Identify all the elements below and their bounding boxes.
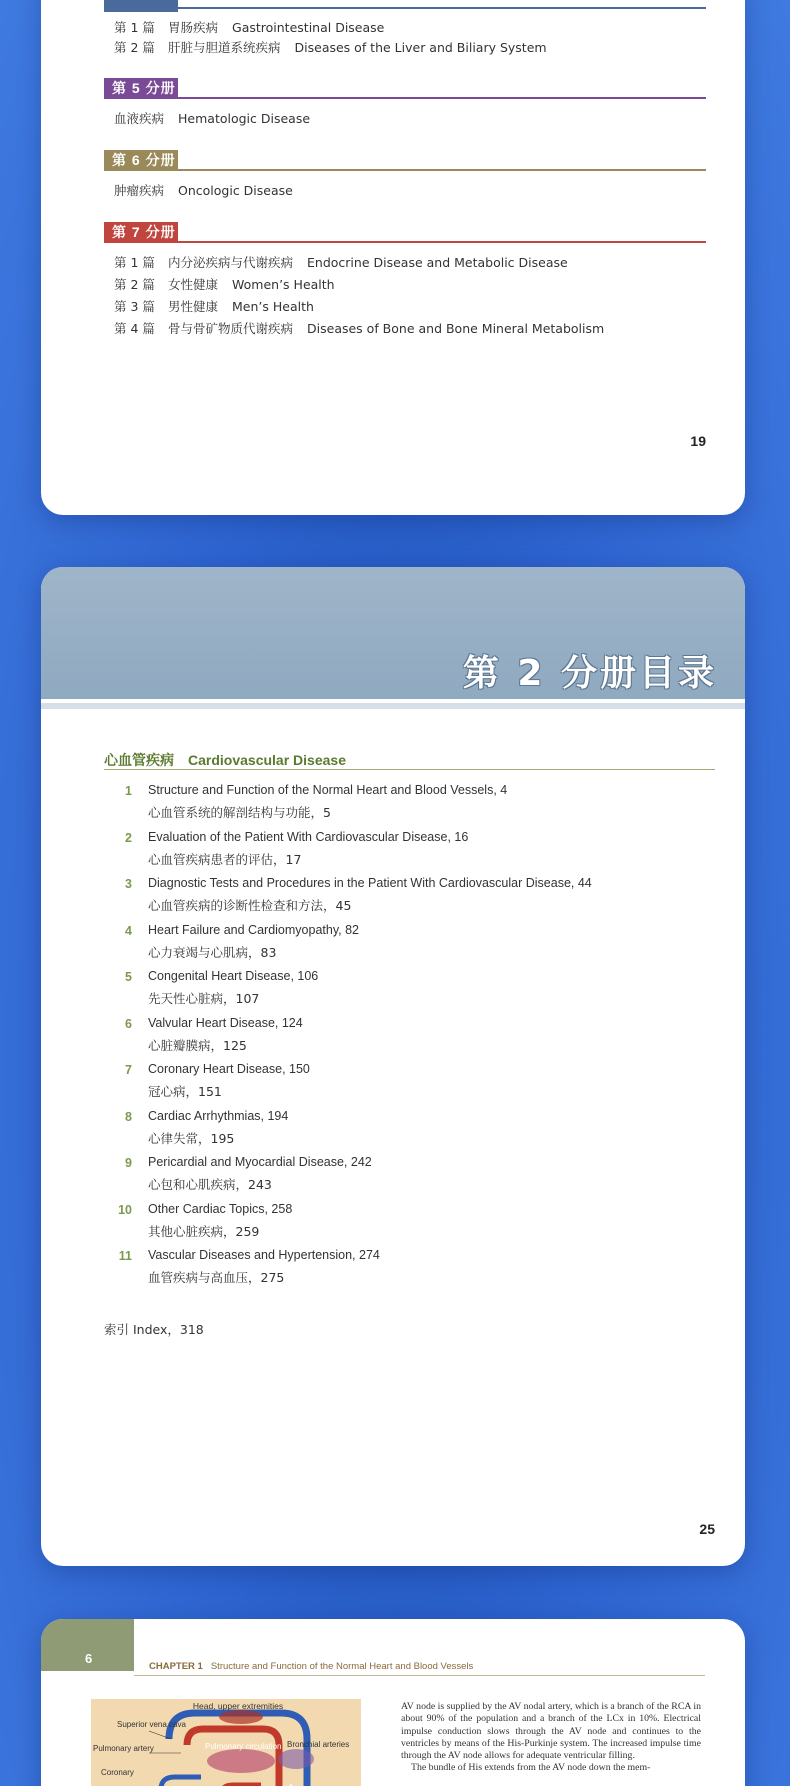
chapter-title-zh: 先天性心脏病，107 <box>148 991 260 1006</box>
chapter-title-en: Other Cardiac Topics, 258 <box>148 1201 293 1216</box>
chapter-number: 3 <box>125 877 132 891</box>
vol6-entry: 肿瘤疾病 Oncologic Disease <box>114 183 293 198</box>
chapter-title-zh: 心血管系统的解剖结构与功能，5 <box>148 805 331 820</box>
chapter-number: 6 <box>125 1016 132 1031</box>
chapter-title-zh: 其他心脏疾病，259 <box>148 1223 260 1239</box>
chapter-title-en: Pericardial and Myocardial Disease, 242 <box>148 1155 372 1169</box>
chapter-number: 10 <box>118 1202 132 1217</box>
diagram-label-bronchial: Bronchial arteries <box>287 1740 350 1749</box>
page-number-tab: 6 <box>41 1619 134 1671</box>
chapter-title-en: Coronary Heart Disease, 150 <box>148 1062 310 1076</box>
chapter-number: 1 <box>125 784 132 798</box>
diagram-label-pulm-artery: Pulmonary artery <box>93 1744 154 1753</box>
index-entry: 索引 Index，318 <box>104 1322 204 1337</box>
running-header: CHAPTER 1 Structure and Function of the Normal Heart and Blood Vessels <box>149 1661 474 1672</box>
chapter-title-en: Valvular Heart Disease, 124 <box>148 1015 303 1030</box>
vol7-entry: 第 4 篇 骨与骨矿物质代谢疾病 Diseases of Bone and Bone Mineral Metabolism <box>114 321 605 336</box>
chapter-title-en: Structure and Function of the Normal Heart and Blood Vessels, 4 <box>148 783 508 797</box>
diagram-label-head: Head, upper extremities <box>192 1701 284 1711</box>
chapter-number: 11 <box>118 1249 132 1263</box>
chapter-title-zh: 心包和心肌疾病，243 <box>148 1177 272 1192</box>
chapter-title-en: Heart Failure and Cardiomyopathy, 82 <box>148 922 359 937</box>
chapter-title-en: Evaluation of the Patient With Cardiovascular Disease, 16 <box>148 829 469 844</box>
toc-card <box>41 567 745 1566</box>
vol7-entry: 第 3 篇 男性健康 Men’s Health <box>114 299 314 314</box>
page-number: 25 <box>699 1521 715 1537</box>
chapter-number: 4 <box>125 923 132 938</box>
chapter-number: 5 <box>125 970 132 984</box>
chapter-title-zh: 心力衰竭与心肌病，83 <box>148 944 277 960</box>
circulation-diagram <box>91 1699 361 1786</box>
chapter-title-zh: 心脏瓣膜病，125 <box>148 1037 247 1053</box>
chapter-title-zh: 心律失常，195 <box>148 1130 235 1146</box>
diagram-label-coronary: Coronary <box>101 1768 134 1777</box>
section-heading: 心血管疾病 Cardiovascular Disease <box>104 752 346 769</box>
chapter-title-en: Congenital Heart Disease, 106 <box>148 969 319 983</box>
header-rule <box>134 1675 705 1676</box>
banner-title: 第 2 分册目录 <box>462 653 717 694</box>
vol7-entry: 第 2 篇 女性健康 Women’s Health <box>114 277 335 292</box>
vol5-tag: 第 5 分册 <box>104 78 178 98</box>
chapter-title-zh: 冠心病，151 <box>148 1084 222 1099</box>
vol5-line <box>104 97 706 99</box>
chapter-number: 8 <box>125 1109 132 1124</box>
diagram-label-svc: Superior vena cava <box>117 1720 186 1729</box>
section-divider <box>104 769 715 770</box>
volume-list-card <box>41 0 745 515</box>
body-text: AV node is supplied by the AV nodal artery, which is a branch of the RCA in about 90% of the population and a branch of the LCx in 10%. Electrical impulse conduction slows through the AV node and continues to the ventricles by means of the His-Purkinje system. The increased impulse time through the AV node allows for adequate ventricular filling. The bundle of His extends from the AV node down the mem- <box>401 1701 701 1774</box>
vol7-line <box>104 241 706 243</box>
chapter-title-en: Diagnostic Tests and Procedures in the Patient With Cardiovascular Disease, 44 <box>148 876 592 890</box>
chapter-title-zh: 心血管疾病患者的评估，17 <box>148 851 302 867</box>
circulation-diagram-svg <box>91 1699 361 1786</box>
chapter-number: 2 <box>125 830 132 845</box>
vol6-tag: 第 6 分册 <box>104 150 178 170</box>
vol4-tag <box>104 0 178 12</box>
chapter-number: 7 <box>125 1063 132 1077</box>
vol6-line <box>104 169 706 171</box>
vol4-line <box>104 7 706 9</box>
vol7-entry: 第 1 篇 内分泌疾病与代谢疾病 Endocrine Disease and Metabolic Disease <box>114 255 568 270</box>
diagram-label-pulm-circ: Pulmonary circulation <box>205 1742 282 1751</box>
banner-divider <box>41 703 745 709</box>
chapter-title-en: Vascular Diseases and Hypertension, 274 <box>148 1248 380 1262</box>
vol7-tag: 第 7 分册 <box>104 222 178 242</box>
chapter-title-en: Cardiac Arrhythmias, 194 <box>148 1108 289 1123</box>
chapter-number: 9 <box>125 1156 132 1170</box>
chapter-title-zh: 心血管疾病的诊断性检查和方法，45 <box>148 898 352 913</box>
vol5-entry: 血液疾病 Hematologic Disease <box>114 111 311 126</box>
chapter-title-zh: 血管疾病与高血压，275 <box>148 1270 285 1285</box>
sample-page-card <box>41 1619 745 1786</box>
vol4-entry: 第 2 篇 肝脏与胆道系统疾病 Diseases of the Liver and Biliary System <box>114 40 547 55</box>
vol4-entry: 第 1 篇 胃肠疾病 Gastrointestinal Disease <box>114 20 385 35</box>
page-number: 19 <box>690 433 706 449</box>
